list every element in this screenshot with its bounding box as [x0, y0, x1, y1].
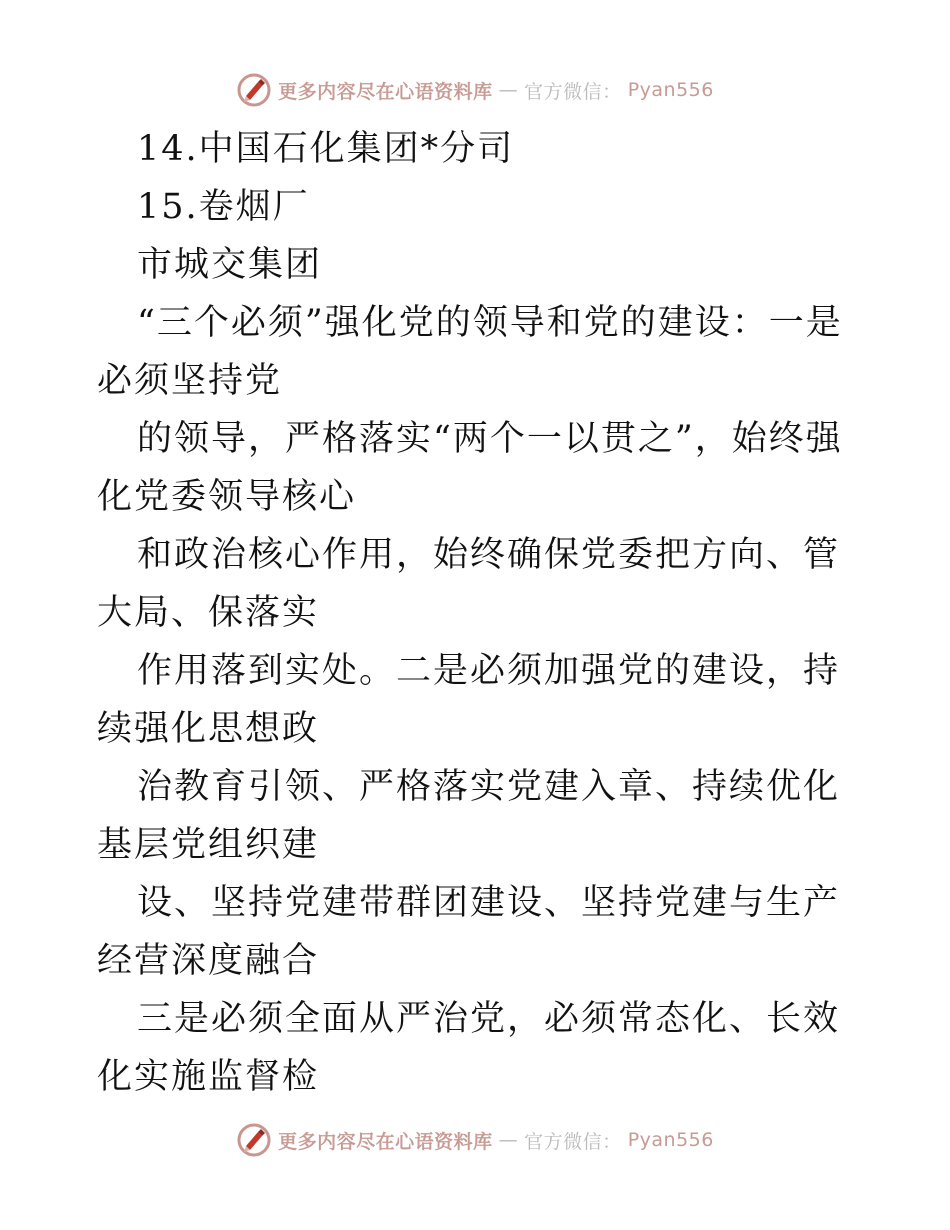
- watermark-wechat-label: 官方微信：: [524, 1130, 622, 1153]
- brand-logo-icon: [236, 72, 272, 108]
- paragraph: 15.卷烟厂: [137, 187, 310, 227]
- paragraph: 治教育引领、严格落实党建入章、持续优化基层党组织建: [97, 767, 841, 865]
- brand-logo-icon: [236, 1122, 272, 1158]
- watermark-wechat-label: 官方微信：: [524, 80, 622, 103]
- footer-watermark: [0, 1120, 950, 1160]
- watermark-dash: —: [498, 1129, 519, 1151]
- watermark-wechat-id: Pyan556: [627, 79, 714, 101]
- watermark-main-text: 更多内容尽在心语资料库: [278, 80, 493, 103]
- watermark-main-text: 更多内容尽在心语资料库: [278, 1130, 493, 1153]
- header-watermark: [0, 70, 950, 110]
- paragraph: 三是必须全面从严治党，必须常态化、长效化实施监督检: [97, 999, 841, 1097]
- paragraph: 的领导，严格落实“两个一以贯之”，始终强化党委领导核心: [97, 419, 843, 517]
- paragraph: 设、坚持党建带群团建设、坚持党建与生产经营深度融合: [97, 883, 841, 981]
- document-body: [97, 120, 857, 1106]
- paragraph: “三个必须”强化党的领导和党的建设：一是必须坚持党: [97, 303, 843, 401]
- watermark-wechat-id: Pyan556: [627, 1129, 714, 1151]
- paragraph: 作用落到实处。二是必须加强党的建设，持续强化思想政: [97, 651, 841, 749]
- paragraph: 和政治核心作用，始终确保党委把方向、管大局、保落实: [97, 535, 841, 633]
- paragraph: 市城交集团: [137, 245, 323, 285]
- watermark-dash: —: [498, 79, 519, 101]
- paragraph: 14.中国石化集团*分司: [137, 129, 515, 169]
